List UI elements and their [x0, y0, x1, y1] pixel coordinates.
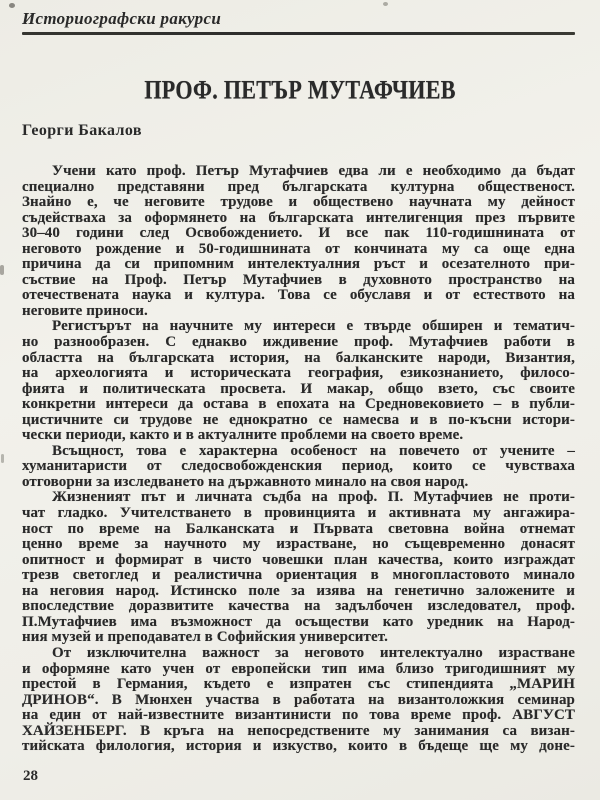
text-line: неговите приноси. [22, 302, 148, 319]
scan-speck [1, 454, 4, 463]
text-line: Учени като проф. Петър Мутафчиев едва ли е необходимо да бъдат [52, 163, 575, 179]
text-line: ния музей и преподавател в Софийския университет. [22, 629, 388, 646]
text-line: неговото рождение и 50-годишнината от кончината му са още една [22, 240, 575, 257]
text-line: но разнообразен. С еднакво иждивение проф. Мутафчиев работи в [22, 334, 575, 351]
text-line: причина да си припомним интелектуалния ръст и осезателното при- [22, 256, 575, 273]
text-line: От изключителна важност за неговото интелектуално израстване [52, 644, 575, 661]
text-line: отговорни за изследването на държавното минало на своя народ. [22, 473, 469, 490]
text-line: впоследствие доразвитите качества на задълбочен изследовател, проф. [22, 598, 575, 615]
scan-speck [0, 265, 4, 275]
text-line: чески периоди, както и в актуалните проблеми на своето време. [22, 427, 464, 444]
page-number: 28 [23, 768, 38, 784]
text-line: отечествената наука и култура. Това се обуславя и от естеството на [22, 287, 575, 304]
text-line: съдействаха за оформянето на българската интелигенция през първите [22, 209, 575, 226]
text-line: областта на българската история, на балканските народи, Византия, [22, 349, 575, 366]
article-title: ПРОФ. ПЕТЪР МУТАФЧИЕВ [144, 74, 456, 105]
author-name: Георги Бакалов [22, 122, 142, 139]
header-rule [22, 32, 575, 35]
text-line: специално представяни пред българската културна общественост. [22, 178, 575, 195]
text-line: Всъщност, това е характерна особеност на повечето от учените – [52, 442, 575, 459]
text-line: П.Мутафчиев има възможност да осъществи като уредник на Народ- [22, 613, 575, 630]
text-line: цистичните си трудове не еднократно се намесва и в по-късни истори- [22, 411, 575, 428]
paragraph [22, 444, 575, 491]
text-line: конкретни интереси да остава в епохата на Средновековието – в публи- [22, 396, 575, 413]
text-line: на археологията и историческата география, езикознанието, филосо- [22, 365, 575, 382]
text-line: ДРИНОВ“. В Мюнхен участва в работата на византоложкия семинар [22, 691, 575, 708]
scan-speck [383, 2, 388, 6]
scan-speck [9, 3, 15, 8]
text-line: чат гладко. Учителстването в провинцията и активната му ангажира- [22, 505, 575, 522]
text-line: ценно време за научното му израстване, но същевременно донасят [22, 536, 575, 553]
text-line: Регистърът на научните му интереси е твърде обширен и тематич- [52, 318, 575, 335]
paragraph [22, 319, 575, 443]
text-line: тийската филология, история и изкуство, които в бъдеще ще му доне- [22, 738, 575, 755]
paragraph [22, 164, 575, 319]
text-line: и оформяне като учен от европейски тип има близо тригодишният му [22, 660, 575, 677]
text-line: 30–40 години след Освобождението. И все пак 110-годишнината от [22, 225, 575, 242]
text-line: ХАЙЗЕНБЕРГ. В кръга на непосредствените му занимания са визан- [22, 722, 575, 739]
text-line: съствие на Проф. Петър Мутафчиев в духовното пространство на [22, 271, 575, 288]
text-line: трезв светоглед и реалистична ориентация в многопластовото минало [22, 567, 575, 584]
running-header: Историографски ракурси [22, 9, 222, 28]
text-line: хуманитаристи от следосвобожденския период, които се чувстваха [22, 458, 575, 475]
text-line: Жизненият път и личната съдба на проф. П. Мутафчиев не проти- [52, 489, 575, 506]
text-line: на един от най-известните византинисти по това време проф. АВГУСТ [22, 707, 575, 724]
text-line: престой в Германия, където е изпратен със стипендията „МАРИН [22, 676, 575, 693]
paragraph [22, 490, 575, 645]
text-line: опитност и формират в чисто човешки план качества, които изграждат [22, 551, 575, 568]
article-body [22, 164, 575, 755]
text-line: ност по време на Балканската и Първата световна война отнемат [22, 520, 575, 537]
text-line: на неговия народ. Истинско поле за изява на генетично заложените и [22, 582, 575, 599]
text-line: Знайно е, че неговите трудове и обществено научната му дейност [22, 194, 575, 211]
text-line: фията и политическата просвета. И макар, общо взето, със своите [22, 380, 575, 397]
paragraph [22, 646, 575, 755]
